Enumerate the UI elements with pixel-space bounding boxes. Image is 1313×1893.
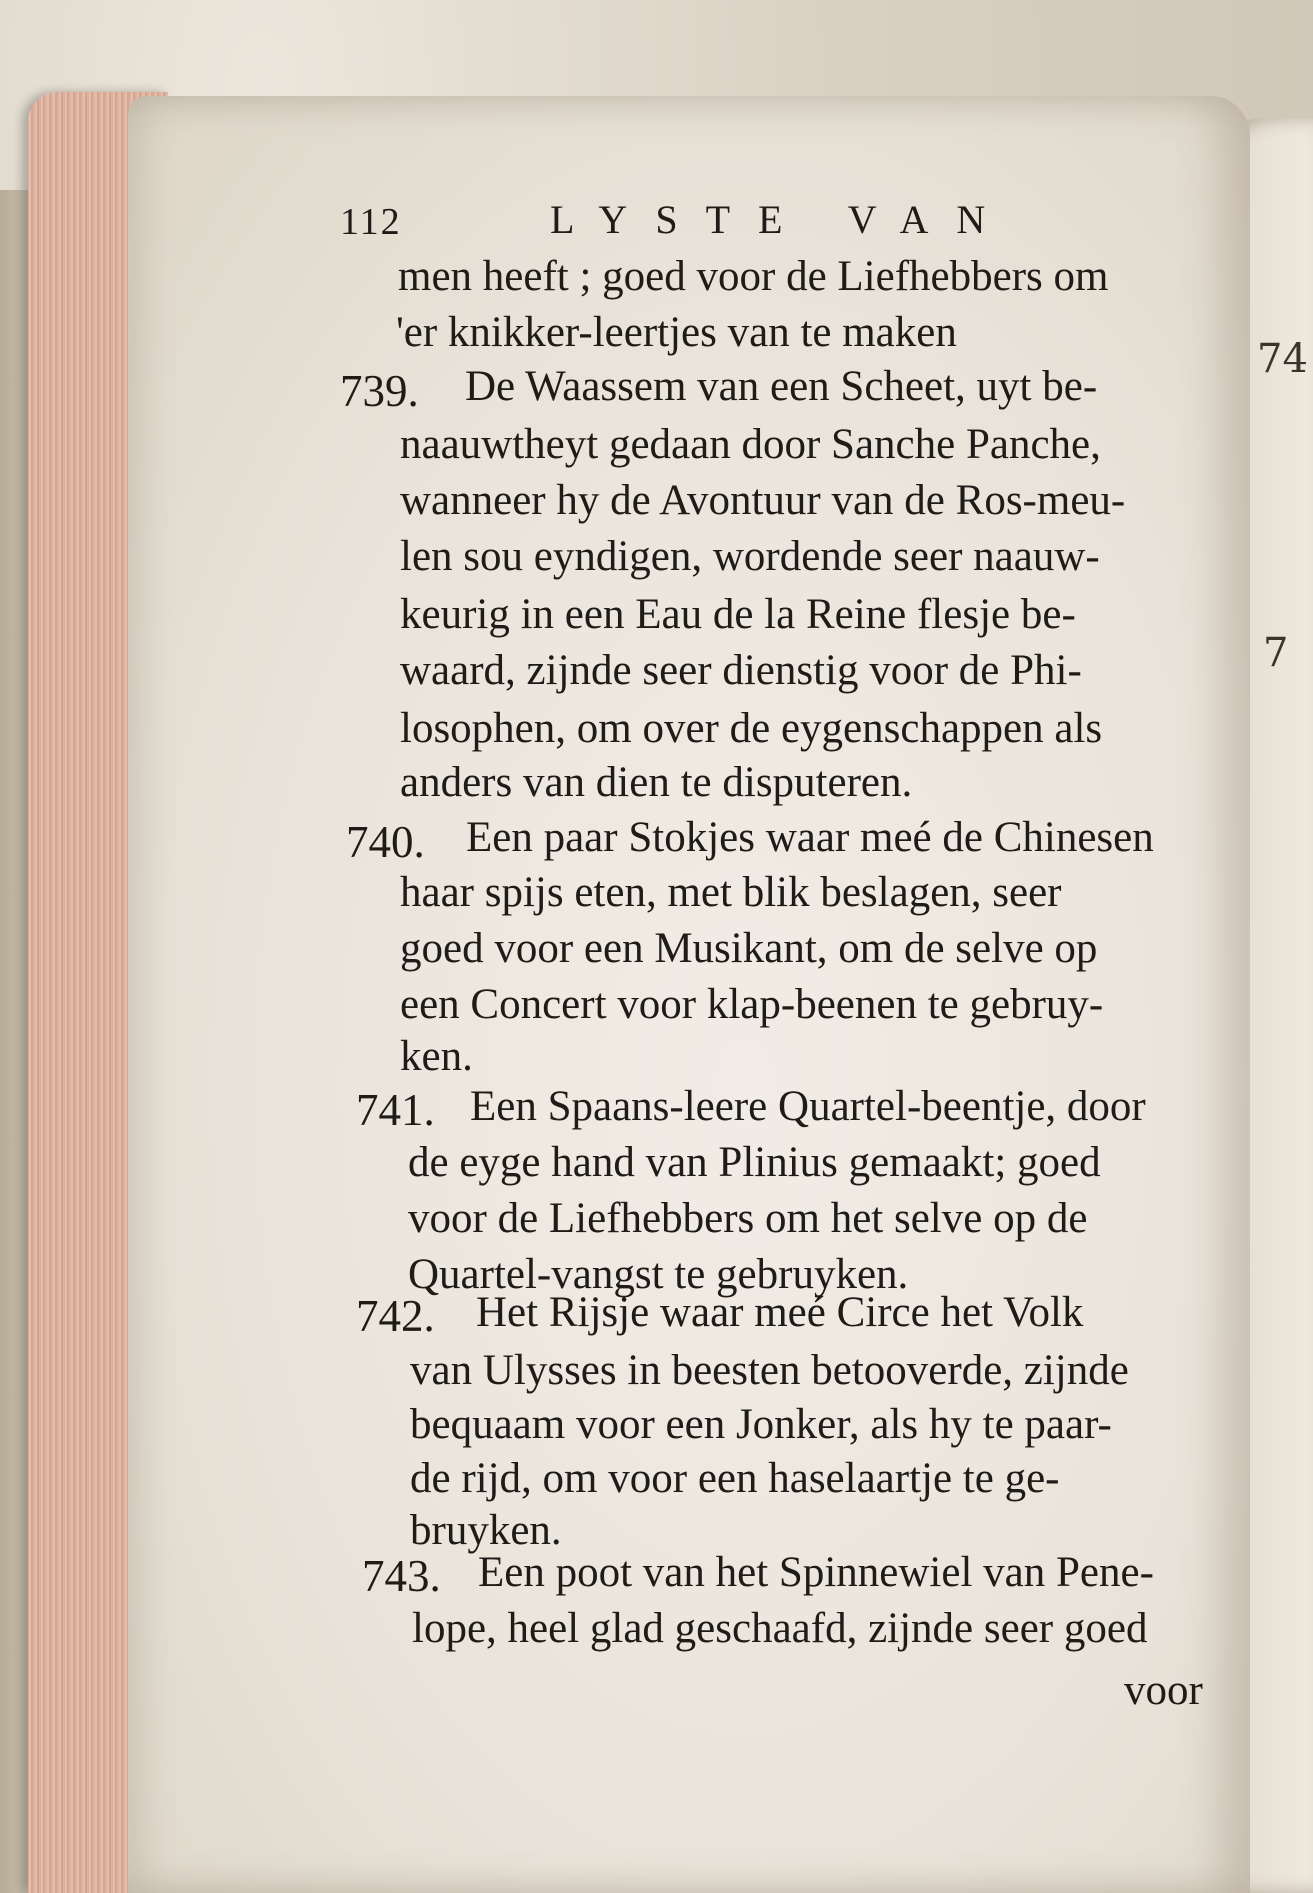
text-line: de rijd, om voor een haselaartje te ge-: [410, 1455, 1060, 1502]
text-line: voor de Liefhebbers om het selve op de: [408, 1195, 1088, 1242]
text-line: Het Rijsje waar meé Circe het Volk: [476, 1289, 1084, 1336]
text-line: lope, heel glad geschaafd, zijnde seer goed: [412, 1605, 1148, 1652]
text-line: de eyge hand van Plinius gemaakt; goed: [408, 1139, 1101, 1186]
page-number: 112: [340, 201, 402, 243]
text-line: een Concert voor klap-beenen te gebruy-: [400, 981, 1104, 1028]
entry-number: 742.: [356, 1291, 435, 1341]
text-line: Een paar Stokjes waar meé de Chinesen: [466, 814, 1154, 861]
text-line: goed voor een Musikant, om de selve op: [400, 925, 1098, 972]
text-line: Een Spaans-leere Quartel-beentje, door: [470, 1083, 1146, 1130]
text-line: De Waassem van een Scheet, uyt be-: [465, 363, 1098, 410]
facing-page-fragment-1: 74: [1257, 336, 1308, 382]
entry-number: 743.: [362, 1551, 441, 1601]
text-line: naauwtheyt gedaan door Sanche Panche,: [400, 421, 1101, 468]
text-line: men heeft ; goed voor de Liefhebbers om: [398, 253, 1109, 300]
entry-number: 740.: [346, 817, 425, 867]
text-line: wanneer hy de Avontuur van de Ros-meu-: [400, 477, 1126, 524]
text-line: Een poot van het Spinnewiel van Pene-: [478, 1549, 1154, 1596]
text-line: ken.: [400, 1033, 473, 1080]
text-line: waard, zijnde seer dienstig voor de Phi-: [400, 647, 1082, 694]
text-line: losophen, om over de eygenschappen als: [400, 705, 1103, 752]
text-line: bruyken.: [410, 1507, 562, 1554]
running-title: LYSTE VAN: [550, 197, 1014, 242]
facing-page-fragment-2: 7: [1263, 630, 1289, 676]
entry-number: 739.: [340, 366, 419, 416]
text-line: keurig in een Eau de la Reine flesje be-: [400, 591, 1076, 638]
catchword: voor: [1124, 1667, 1203, 1714]
text-line: 'er knikker-leertjes van te maken: [396, 309, 957, 356]
text-line: Quartel-vangst te gebruyken.: [408, 1251, 909, 1298]
text-line: van Ulysses in beesten betooverde, zijnde: [410, 1347, 1129, 1394]
text-line: bequaam voor een Jonker, als hy te paar-: [410, 1401, 1112, 1448]
text-line: len sou eyndigen, wordende seer naauw-: [400, 533, 1100, 580]
text-line: anders van dien te disputeren.: [400, 759, 913, 806]
entry-number: 741.: [356, 1085, 435, 1135]
text-line: haar spijs eten, met blik beslagen, seer: [400, 869, 1062, 916]
